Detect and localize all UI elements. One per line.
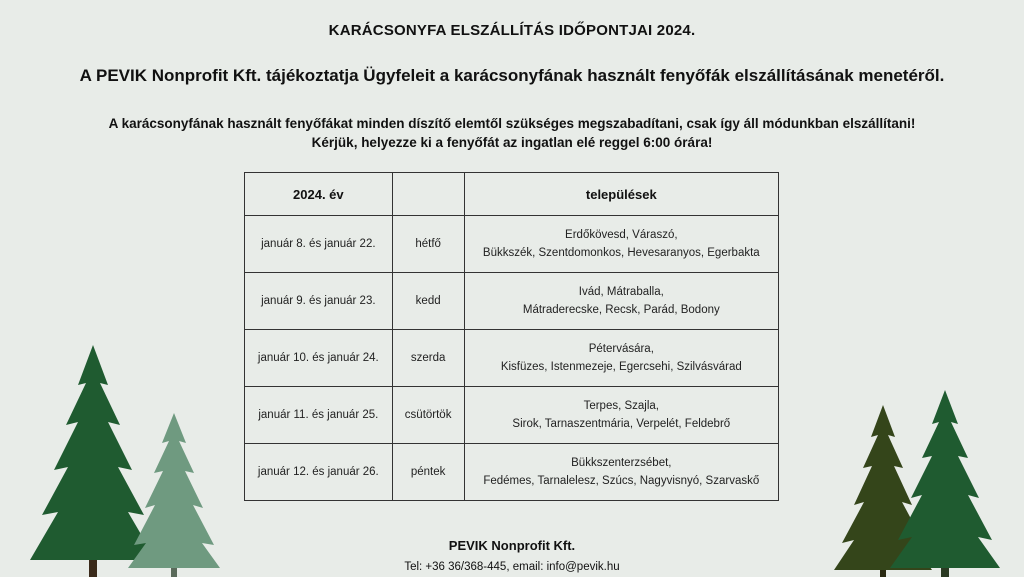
row-day: péntek: [392, 444, 464, 501]
towns-line: Pétervására,: [588, 343, 654, 355]
table-row: [245, 444, 779, 501]
notice-text: [0, 114, 1024, 152]
row-towns: [464, 216, 778, 273]
table-row: [245, 387, 779, 444]
towns-line: Terpes, Szajla,: [583, 400, 660, 412]
towns-line: Bükkszék, Szentdomonkos, Hevesaranyos, Egerbakta: [482, 247, 760, 259]
row-dates: január 8. és január 22.: [245, 216, 393, 273]
table-header-row: [245, 173, 779, 216]
row-dates: január 10. és január 24.: [245, 330, 393, 387]
column-header-year: 2024. év: [245, 173, 393, 216]
towns-line: Sirok, Tarnaszentmária, Verpelét, Feldebrő: [512, 418, 731, 430]
notice-line: Kérjük, helyezze ki a fenyőfát az ingatlan elé reggel 6:00 órára!: [311, 135, 713, 150]
row-day: kedd: [392, 273, 464, 330]
row-day: szerda: [392, 330, 464, 387]
page-title: KARÁCSONYFA ELSZÁLLÍTÁS IDŐPONTJAI 2024.: [328, 22, 696, 39]
column-header-day: [392, 173, 464, 216]
towns-line: Erdőkövesd, Váraszó,: [565, 229, 678, 241]
towns-line: Ivád, Mátraballa,: [578, 286, 664, 298]
row-day: csütörtök: [392, 387, 464, 444]
row-towns: [464, 387, 778, 444]
row-dates: január 9. és január 23.: [245, 273, 393, 330]
page-subtitle: A PEVIK Nonprofit Kft. tájékoztatja Ügyfeleit a karácsonyfának használt fenyőfák elszállításának menetéről.: [79, 66, 945, 85]
column-header-towns: települések: [464, 173, 778, 216]
row-dates: január 12. és január 26.: [245, 444, 393, 501]
table-row: [245, 273, 779, 330]
row-towns: [464, 444, 778, 501]
table-row: [245, 330, 779, 387]
table-row: [245, 216, 779, 273]
row-towns: [464, 273, 778, 330]
towns-line: Fedémes, Tarnalelesz, Szúcs, Nagyvisnyó, Szarvaskő: [483, 475, 760, 487]
towns-line: Mátraderecske, Recsk, Parád, Bodony: [522, 304, 720, 316]
row-towns: [464, 330, 778, 387]
schedule-table: [244, 172, 779, 501]
row-day: hétfő: [392, 216, 464, 273]
row-dates: január 11. és január 25.: [245, 387, 393, 444]
towns-line: Bükkszenterzsébet,: [571, 457, 672, 469]
notice-line: A karácsonyfának használt fenyőfákat minden díszítő elemtől szükséges megszabadítani, csak így áll módunkban elszállítani!: [108, 116, 916, 131]
towns-line: Kisfüzes, Istenmezeje, Egercsehi, Szilvásvárad: [500, 361, 742, 373]
footer-company: PEVIK Nonprofit Kft.: [448, 538, 576, 553]
footer-contact: Tel: +36 36/368-445, email: info@pevik.hu: [404, 561, 620, 573]
